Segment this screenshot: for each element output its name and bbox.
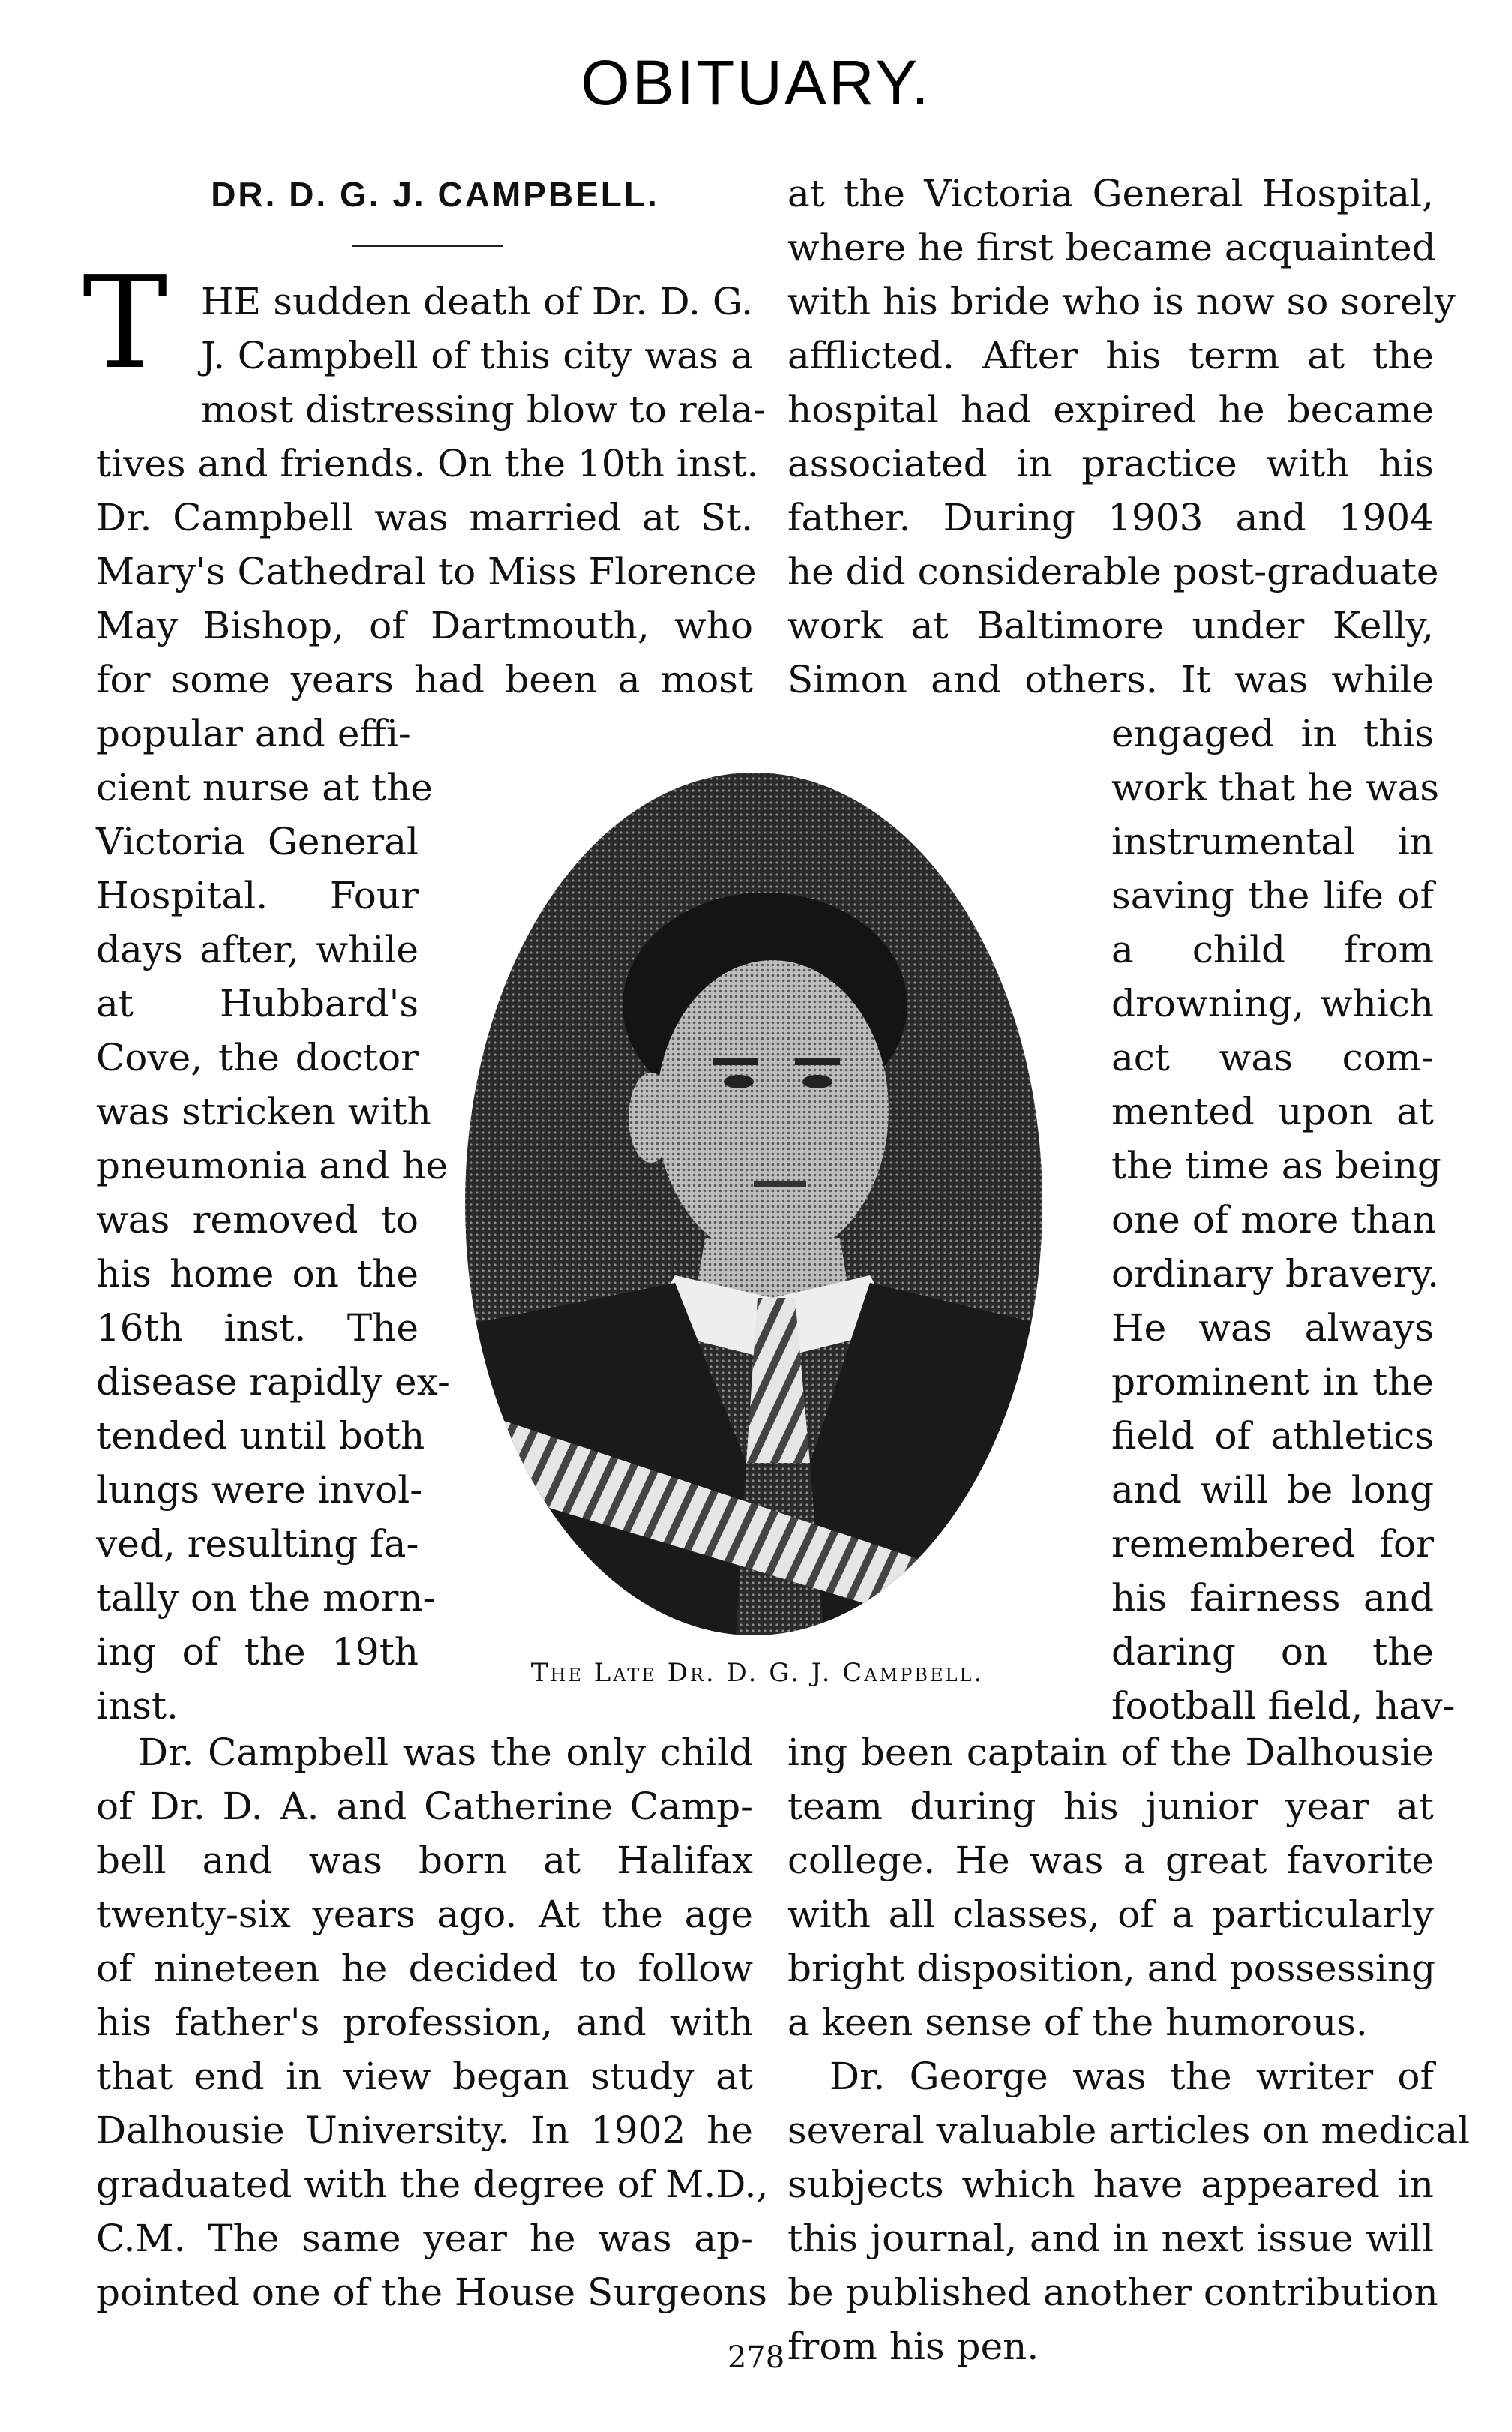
text-line: where he first became acquainted	[788, 226, 1436, 269]
text-line: Dr. George was the writer of	[830, 2055, 1434, 2098]
text-line: of nineteen he decided to follow	[96, 1947, 753, 1990]
text-line: 16th inst. The	[96, 1306, 418, 1350]
text-line: most distressing blow to rela-	[201, 388, 766, 431]
text-line: graduated with the degree of M.D.,	[96, 2163, 769, 2206]
text-line: and will be long	[1112, 1468, 1434, 1512]
text-line: ordinary bravery.	[1112, 1252, 1440, 1296]
text-line: that end in view began study at	[96, 2055, 753, 2098]
text-line: this journal, and in next issue will	[788, 2217, 1434, 2260]
col1-narrow-text	[96, 707, 450, 1733]
text-line: a child from	[1112, 928, 1434, 971]
text-line: a keen sense of the humorous.	[788, 2001, 1368, 2044]
text-line: Dalhousie University. In 1902 he	[96, 2109, 753, 2152]
text-line: days after, while	[96, 928, 418, 971]
text-line: the time as being	[1112, 1144, 1442, 1187]
text-line: Simon and others. It was while	[788, 658, 1434, 701]
text-line: instrumental in	[1112, 820, 1434, 863]
text-line: ved, resulting fa-	[96, 1522, 419, 1566]
text-line: disease rapidly ex-	[96, 1360, 450, 1404]
text-line: several valuable articles on medical	[788, 2109, 1471, 2152]
text-line: was removed to	[96, 1198, 418, 1242]
text-line: daring on the	[1112, 1630, 1434, 1674]
col2-bottom-text	[788, 1725, 1471, 2373]
text-line: prominent in the	[1112, 1360, 1434, 1404]
text-line: C.M. The same year he was ap-	[96, 2217, 753, 2260]
text-line: Victoria General	[96, 820, 418, 863]
text-line: of Dr. D. A. and Catherine Camp-	[96, 1785, 753, 1828]
text-line: football field, hav-	[1112, 1684, 1456, 1728]
text-line: pointed one of the House Surgeons	[96, 2271, 767, 2314]
text-line: mented upon at	[1112, 1090, 1434, 1133]
text-line: May Bishop, of Dartmouth, who	[96, 604, 753, 647]
text-line: team during his junior year at	[788, 1785, 1434, 1828]
text-line: bell and was born at Halifax	[96, 1839, 753, 1882]
text-line: bright disposition, and possessing	[788, 1947, 1436, 1990]
text-line: his fairness and	[1112, 1576, 1434, 1620]
text-line: associated in practice with his	[788, 442, 1434, 485]
text-line: Dr. Campbell was married at St.	[96, 496, 753, 539]
drop-cap: T	[82, 249, 168, 398]
text-line: from his pen.	[788, 2325, 1040, 2368]
text-line: his father's profession, and with	[96, 2001, 753, 2044]
page-title: OBITUARY.	[580, 47, 932, 118]
text-line: for some years had been a most	[96, 658, 753, 701]
text-line: twenty-six years ago. At the age	[96, 1893, 753, 1936]
text-line: inst.	[96, 1684, 178, 1728]
text-line: cient nurse at the	[96, 766, 433, 809]
text-line: work that he was	[1112, 766, 1440, 809]
text-line: ing been captain of the Dalhousie	[788, 1731, 1434, 1774]
text-line: act was com-	[1112, 1036, 1434, 1079]
text-line: at Hubbard's	[96, 982, 418, 1025]
text-line: one of more than	[1112, 1198, 1437, 1242]
text-line: hospital had expired he became	[788, 388, 1434, 431]
text-line: Cove, the doctor	[96, 1036, 418, 1079]
portrait-photo	[450, 758, 1058, 1650]
text-line: J. Campbell of this city was a	[201, 334, 753, 377]
text-line: Dr. Campbell was the only child	[138, 1731, 753, 1774]
text-line: he did considerable post-graduate	[788, 550, 1439, 593]
col1-bottom-text	[96, 1725, 769, 2319]
text-line: work at Baltimore under Kelly,	[788, 604, 1434, 647]
text-line: He was always	[1112, 1306, 1434, 1350]
text-line: engaged in this	[1112, 712, 1434, 755]
text-line: his home on the	[96, 1252, 418, 1296]
text-line: lungs were invol-	[96, 1468, 423, 1512]
text-line: Mary's Cathedral to Miss Florence	[96, 550, 757, 593]
col2-narrow-text	[1112, 707, 1456, 1733]
obituary-subhead: DR. D. G. J. CAMPBELL.	[211, 175, 659, 214]
text-line: saving the life of	[1112, 874, 1434, 917]
text-line: remembered for	[1112, 1522, 1434, 1566]
text-line: with his bride who is now so sorely	[788, 280, 1456, 323]
text-line: ing of the 19th	[96, 1630, 418, 1674]
text-line: Hospital. Four	[96, 874, 418, 917]
text-line: subjects which have appeared in	[788, 2163, 1434, 2206]
col2-top-text	[788, 167, 1456, 707]
text-line: pneumonia and he	[96, 1144, 448, 1187]
heading-rule	[352, 245, 502, 247]
col1-top-text	[96, 275, 766, 707]
text-line: tally on the morn-	[96, 1576, 436, 1620]
text-line: tended until both	[96, 1414, 425, 1458]
text-line: field of athletics	[1112, 1414, 1434, 1458]
text-line: at the Victoria General Hospital,	[788, 172, 1434, 215]
text-line: college. He was a great favorite	[788, 1839, 1434, 1882]
text-line: be published another contribution	[788, 2271, 1438, 2314]
text-line: with all classes, of a particularly	[788, 1893, 1434, 1936]
text-line: HE sudden death of Dr. D. G.	[201, 280, 753, 323]
page-number: 278	[727, 2340, 785, 2375]
text-line: popular and effi-	[96, 712, 411, 755]
text-line: father. During 1903 and 1904	[788, 496, 1434, 539]
portrait-caption: The Late Dr. D. G. J. Campbell.	[530, 1658, 985, 1688]
text-line: was stricken with	[96, 1090, 431, 1133]
text-line: drowning, which	[1112, 982, 1434, 1025]
text-line: afflicted. After his term at the	[788, 334, 1434, 377]
text-line: tives and friends. On the 10th inst.	[96, 442, 759, 485]
